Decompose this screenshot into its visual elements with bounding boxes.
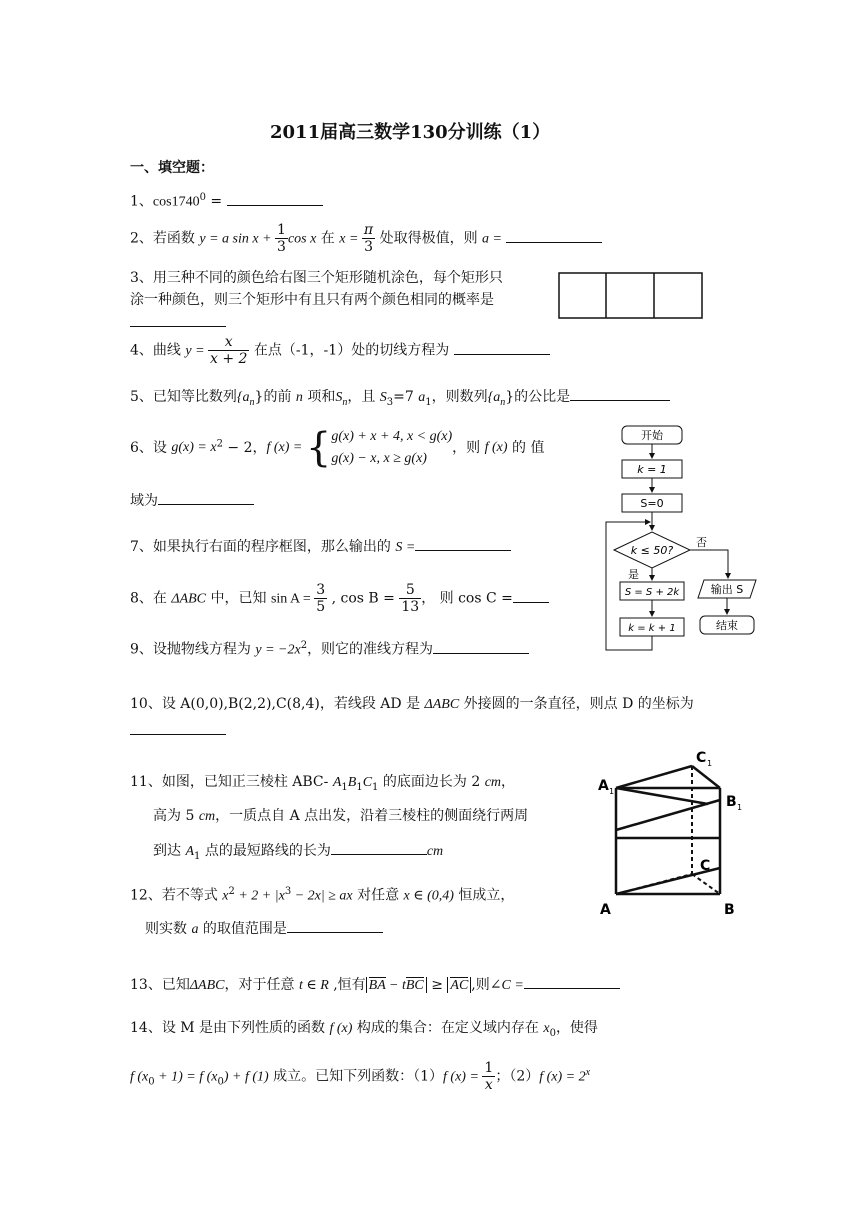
q2-frac-den: 3 [277, 239, 286, 255]
q8-f1-den: 5 [316, 599, 326, 615]
flow-yes-label: 是 [628, 568, 639, 581]
q11-A1: A [185, 844, 195, 859]
flow-output-text: 输出 S [710, 583, 744, 596]
q10-text: 10、设 A(0,0),B(2,2),C(8,4)，若线段 AD 是 [130, 696, 425, 712]
edge-A1-C1 [616, 766, 692, 788]
flow-increment-text: k = k + 1 [628, 623, 676, 634]
q9-tail: ，则它的准线方程为 [307, 641, 434, 658]
q5-text-2: }的前 [254, 389, 296, 405]
q13-text-2: ，对于任意 [224, 977, 299, 993]
q14-fraction [482, 1060, 495, 1093]
q8-text-2: ， 则 [421, 590, 459, 607]
q5-text-4: ，且 [347, 389, 380, 405]
q2-a: a = [482, 231, 502, 247]
question-10 [130, 694, 694, 715]
q11-B: B [347, 775, 357, 790]
q14-frac-den: x [484, 1077, 493, 1093]
q12-x: x [222, 888, 229, 904]
q4-y: y = [185, 343, 209, 359]
q6-answer-blank [158, 490, 254, 505]
question-11-line-1 [130, 772, 515, 798]
q12-abs-start: + 2 + |x [234, 888, 285, 904]
q2-frac-num: 1 [277, 222, 286, 238]
q2-tail: 处取得极值，则 [375, 230, 483, 247]
triangular-prism-figure [596, 746, 746, 916]
q2-answer-blank [506, 228, 602, 243]
q14-eq-3: ) + f (1) [223, 1069, 269, 1085]
q5-text-5: =7 [393, 389, 419, 405]
question-3-line-2: 涂一种颜色，则三个矩形中有且只有两个颜色相同的概率是 [130, 292, 494, 308]
q14-eq-sub-2: 0 [217, 1076, 224, 1088]
q5-n: n [295, 390, 303, 405]
q13-answer-blank [524, 974, 620, 989]
q13-vector-AC: AC [450, 978, 469, 993]
q11-cm: cm [484, 775, 502, 790]
question-5 [130, 386, 670, 413]
q13-triangle: ΔABC [189, 978, 225, 993]
q8-cosB: , cos B = [327, 590, 400, 607]
question-10-answer-blank [130, 720, 226, 739]
q14-frac-num: 1 [484, 1060, 494, 1076]
q7-answer-blank [415, 536, 511, 551]
q11-line-2-tail: ，一质点自 A 点出发，沿着三棱柱的侧面绕行两周 [215, 808, 529, 824]
question-8 [130, 582, 549, 615]
q4-fraction [208, 334, 249, 367]
q12-x3-sup: 3 [284, 886, 292, 897]
q8-f2-den: 13 [401, 599, 420, 615]
q14-x0: x [543, 1021, 550, 1036]
q14-text-1: 14、设 M 是由下列性质的函数 [130, 1020, 330, 1036]
q11-text-1: 11、如图，已知正三棱柱 ABC- [130, 774, 333, 790]
q14-eq-sub-1: 0 [148, 1076, 155, 1088]
q11-B-sub: 1 [356, 781, 363, 793]
q9-answer-blank [433, 639, 529, 654]
q13-angle: ∠C = [489, 978, 524, 993]
q1-number: 1、 [130, 193, 153, 210]
q11-height-text: 高为 5 [153, 808, 199, 824]
q10-tail: 外接圆的一条直径，则点 D 的坐标为 [459, 696, 694, 712]
q2-cos: cos x [287, 231, 317, 247]
q2-function: y = a sin x + [199, 231, 276, 247]
q14-x0-sub: 0 [549, 1027, 556, 1039]
flow-update-text: S = S + 2k [624, 587, 680, 598]
question-1 [130, 188, 323, 213]
q10-triangle: ΔABC [424, 697, 460, 712]
q8-answer-blank [513, 588, 549, 603]
q11-line-3-text: 到达 [153, 843, 186, 859]
q6-prefix: 6、设 [130, 440, 172, 456]
label-C1: C [696, 750, 707, 766]
label-A: A [600, 902, 611, 916]
question-12-line-2 [145, 918, 383, 940]
q13-abs-rhs [447, 977, 471, 993]
label-A1: A [598, 778, 609, 794]
flow-init-s-text: S=0 [640, 497, 664, 510]
q5-a1-sub: 1 [425, 396, 432, 408]
label-B1: B [726, 794, 737, 810]
question-11-line-2 [153, 806, 528, 827]
program-flowchart [604, 420, 760, 654]
q5-text-6: ，则数列 [431, 389, 488, 405]
q11-C: C [362, 775, 373, 790]
q13-vector-BA: BA [368, 978, 386, 993]
q6-case-1: g(x) + x + 4, x < g(x) [331, 429, 453, 444]
q14-f2: f (x) = 2 [539, 1069, 586, 1085]
flow-start-text: 开始 [641, 429, 663, 442]
q5-a1: a [418, 390, 426, 405]
q11-line-3-tail: 点的最短路线的长为 [200, 843, 331, 859]
q14-text-2: 构成的集合：在定义域内存在 [352, 1020, 544, 1036]
q12-text-2: 对任意 [352, 887, 404, 904]
q11-A1-sub: 1 [194, 850, 201, 862]
q13-minus-t: − t [385, 978, 406, 993]
q13-t-in-R: t ∈ R [298, 978, 329, 993]
q5-S3: S [379, 390, 387, 405]
q6-tail-2: 的 值 [507, 440, 545, 456]
q6-cases [331, 426, 452, 470]
q14-f2-sup: x [585, 1066, 591, 1078]
q5-Sn: S [335, 390, 343, 405]
q11-text-3: ， [501, 774, 516, 790]
q6-g: g(x) = x [171, 440, 217, 455]
flow-condition-text: k ≤ 50? [630, 544, 674, 557]
question-3-line-1: 3、用三种不同的颜色给右图三个矩形随机涂色，每个矩形只 [130, 270, 503, 286]
q14-eq-1: f (x [130, 1069, 149, 1085]
q11-height-cm: cm [198, 809, 216, 824]
q6-f: f (x) = [266, 440, 306, 455]
q7-S: S = [395, 540, 416, 555]
q4-tail: 在点（-1，-1）处的切线方程为 [249, 342, 450, 359]
q6-g-tail: − 2， [222, 440, 267, 456]
q2-fraction-one-third [275, 222, 288, 255]
q5-sequence-2: {a [487, 390, 501, 405]
q8-fraction-1 [314, 582, 327, 615]
three-rectangles-figure [558, 272, 704, 320]
q13-vector-BC: BC [405, 978, 424, 993]
question-3-answer-blank [130, 312, 226, 331]
q12-text-1: 12、若不等式 [130, 887, 223, 904]
q8-f1-num: 3 [316, 582, 326, 598]
q12-a: a [191, 922, 199, 937]
question-13 [130, 974, 620, 996]
q2-prefix: 2、若函数 [130, 230, 200, 247]
q1-superscript: 0 [199, 192, 206, 203]
section-heading: 一、填空题： [130, 160, 214, 176]
rectangle-group [559, 273, 702, 318]
q5-answer-blank [570, 386, 670, 401]
q8-f2-num: 5 [399, 582, 421, 599]
q1-expression: cos1740 [152, 194, 200, 210]
q5-S3-sub: 3 [386, 396, 394, 408]
q13-text-4: ,则 [471, 977, 490, 993]
q8-prefix: 8、在 [130, 590, 172, 607]
question-2 [130, 222, 602, 255]
q4-frac-num: x [208, 334, 249, 351]
q8-fraction-2 [399, 582, 421, 615]
q6-g-sup: 2 [216, 438, 223, 450]
q12-x-sup: 2 [228, 886, 235, 897]
q8-text-1: 中，已知 [206, 590, 271, 607]
question-4 [130, 334, 550, 367]
q4-answer-blank [454, 340, 550, 355]
q14-text-3: ，使得 [555, 1020, 598, 1036]
label-A1-sub: 1 [609, 787, 615, 796]
q13-abs-lhs [366, 977, 427, 993]
q2-pi-den: 3 [364, 239, 373, 255]
q13-ge: ≥ [426, 977, 448, 993]
q14-text-4: 成立。已知下列函数：（1） [268, 1068, 444, 1085]
q14-fx: f (x) [329, 1021, 353, 1036]
q11-text-2: 的底面边长为 2 [378, 774, 485, 790]
q8-cosC: cos C = [458, 590, 513, 607]
q2-pi-num: π [363, 222, 374, 238]
question-9 [130, 636, 529, 661]
q5-Sn-sub: n [342, 396, 348, 408]
q6-line-2-text: 域为 [130, 493, 158, 509]
q12-domain: x ∈ (0,4) [403, 888, 454, 904]
q5-sequence-2-sub: n [500, 396, 506, 408]
q5-text-7: }的公比是 [505, 389, 571, 405]
q12-abs-end: − 2x| ≥ ax [291, 888, 353, 904]
edge-C1-B1 [692, 766, 720, 788]
question-12-line-1 [130, 882, 514, 907]
q6-brace: { [305, 425, 332, 471]
q14-eq-2: + 1) = f (x [154, 1069, 218, 1085]
q14-f1: f (x) = [443, 1069, 483, 1085]
q11-A: A [332, 775, 342, 790]
q5-text-1: 5、已知等比数列 [130, 389, 237, 405]
q6-case-2: g(x) − x, x ≥ g(x) [331, 451, 427, 466]
hidden-edge-C-B [692, 874, 720, 894]
flow-init-k-text: k = 1 [637, 463, 667, 476]
q14-text-5: ；（2） [495, 1068, 540, 1085]
q5-sequence: {a [236, 390, 250, 405]
label-C1-sub: 1 [707, 759, 713, 768]
flow-no-label: 否 [696, 536, 707, 549]
q12-answer-blank [287, 918, 383, 933]
q4-frac-den: x + 2 [210, 351, 248, 367]
path-top [616, 788, 708, 804]
q11-answer-blank [331, 840, 427, 855]
label-B1-sub: 1 [737, 803, 743, 812]
q13-text-1: 13、已知 [130, 977, 190, 993]
q8-triangle: ΔABC [171, 591, 207, 607]
question-11-line-3 [153, 840, 443, 867]
question-6-line-2 [130, 490, 254, 511]
q11-C-sub: 1 [372, 781, 379, 793]
label-C: C [700, 858, 711, 874]
q9-text: 9、设抛物线方程为 [130, 641, 256, 658]
q11-A-sub: 1 [341, 781, 348, 793]
question-14-line-1 [130, 1018, 598, 1044]
question-14-line-2 [130, 1060, 590, 1093]
q11-answer-unit: cm [426, 844, 444, 859]
q1-answer-blank [227, 191, 323, 206]
q2-mid: 在 [316, 230, 340, 247]
question-7 [130, 536, 511, 558]
q12-text-3: 恒成立， [453, 887, 515, 904]
q5-text-3: 项和 [302, 389, 336, 405]
q5-sequence-sub: n [249, 396, 255, 408]
page-title: 2011届高三数学130分训练（1） [270, 122, 551, 143]
q2-fraction-pi-third [362, 222, 375, 255]
q12-line-2-text: 则实数 [145, 921, 192, 937]
q7-text: 7、如果执行右面的程序框图，那么输出的 [130, 539, 396, 555]
q9-sup: 2 [300, 640, 308, 651]
q13-text-3: ,恒有 [328, 977, 366, 993]
q2-x: x = [339, 231, 362, 247]
q6-fx: f (x) [484, 440, 508, 455]
q1-equals: = [205, 193, 223, 210]
q12-line-2-tail: 的取值范围是 [198, 921, 287, 937]
label-B: B [724, 902, 735, 916]
question-6 [130, 426, 544, 470]
q4-prefix: 4、曲线 [130, 342, 186, 359]
q6-tail: ，则 [452, 440, 485, 456]
flow-end-text: 结束 [716, 619, 738, 632]
q8-sinA: sin A = [270, 591, 315, 607]
q9-equation: y = −2x [255, 642, 301, 658]
